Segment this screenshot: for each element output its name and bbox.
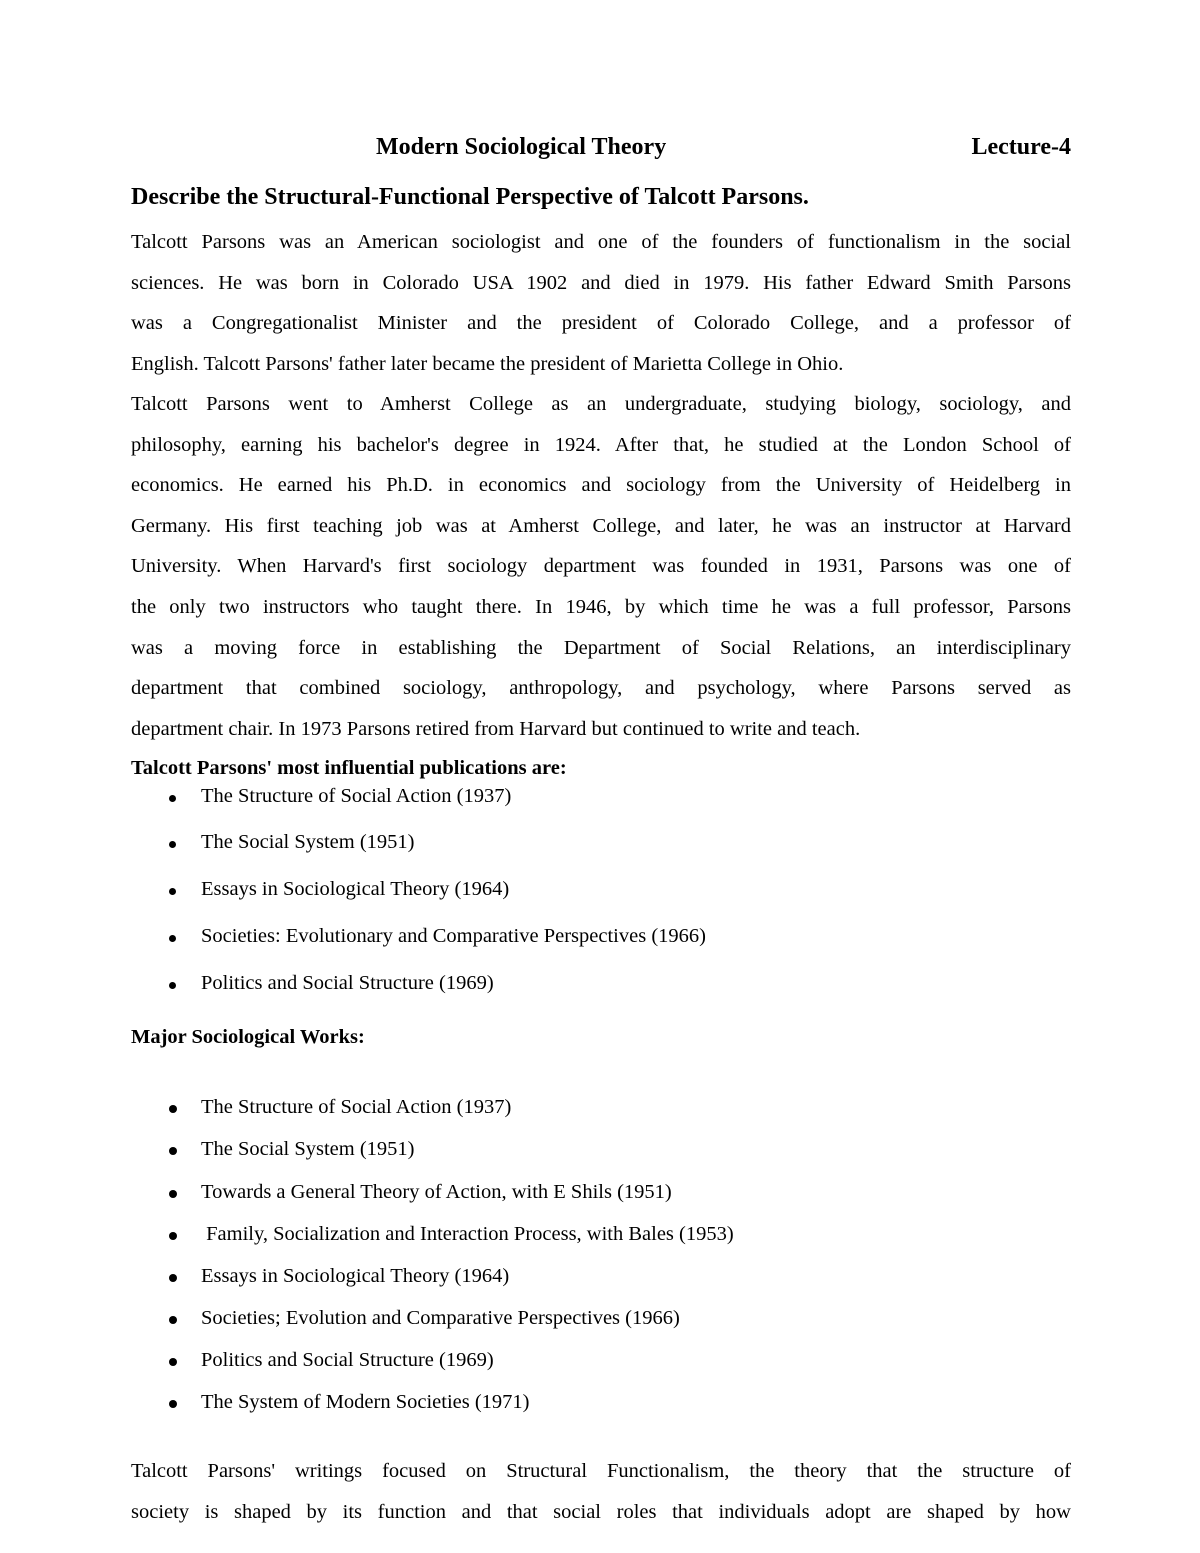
paragraph-line: Talcott Parsons' writings focused on Structural Functionalism, the theory that the structure of (131, 1460, 1071, 1482)
bullet-icon (169, 1316, 177, 1324)
bullet-icon (169, 888, 176, 895)
bullet-icon (169, 1105, 177, 1113)
bullet-icon (169, 1190, 177, 1198)
paragraph-line: sciences. He was born in Colorado USA 1902 and died in 1979. His father Edward Smith Parsons (131, 271, 1071, 294)
paragraph-line: English. Talcott Parsons' father later became the president of Marietta College in Ohio. (131, 352, 844, 375)
course-title: Modern Sociological Theory (376, 134, 667, 160)
bullet-icon (169, 1358, 177, 1366)
paragraph-line: Talcott Parsons went to Amherst College as an undergraduate, studying biology, sociology, and (131, 393, 1071, 415)
page-header (131, 134, 1071, 168)
influential-publications-heading: Talcott Parsons' most influential publications are: (131, 757, 567, 779)
paragraph-line: Talcott Parsons was an American sociologist and one of the founders of functionalism in the social (131, 231, 1071, 253)
paragraph-line: economics. He earned his Ph.D. in economics and sociology from the University of Heidelberg in (131, 474, 1071, 497)
bullet-icon (169, 935, 176, 942)
paragraph-line: department that combined sociology, anthropology, and psychology, where Parsons served as (131, 677, 1071, 700)
paragraph-line: was a moving force in establishing the Department of Social Relations, an interdisciplinary (131, 636, 1071, 659)
education-career-paragraph (131, 384, 1071, 749)
paragraph-line: University. When Harvard's first sociology department was founded in 1931, Parsons was one of (131, 555, 1071, 578)
bullet-icon (169, 1232, 177, 1240)
structural-functionalism-paragraph (131, 1451, 1071, 1532)
document-page: Modern Sociological Theory Lecture-4 Describe the Structural-Functional Perspective of Talcott Parsons. Talcott Parsons was an American sociologist and one of the founders of functionalism in the social sciences. He was born in Colorado USA 1902 and died in 1979. His father Edward Smith Parsons was a Congregationalist Minister and the president of Colorado College, and a professor of English. Talcott Parsons' father later became the president of Marietta College in Ohio. Talcott Parsons went to Amherst College as an undergraduate, studying biology, sociology, and philosophy, earning his bachelor's degree in 1924. After that, he studied at the London School of economics. He earned his Ph.D. in economics and sociology from the University of Heidelberg in Germany. His first teaching job was at Amherst College, and later, he was an instructor at Harvard University. When Harvard's first sociology department was founded in 1931, Parsons was one of the only two instructors who taught there. In 1946, by which time he was a full professor, Parsons was a moving force in establishing the Department of Social Relations, an interdisciplinary department that combined sociology, anthropology, and psychology, where Parsons served as department chair. In 1973 Parsons retired from Harvard but continued to write and teach. Talcott Parsons' most influential publications are: The Structure of Social Action (1937) The Social System (1951) Essays in Sociological Theory (1964) Societies: Evolutionary and Comparative Perspectives (1966) Politics and Social Structure (1969) Major Sociological Works: The Structure of Social Action (1937) The Social System (1951) Towards a General Theory of Action, with E Shils (1951) Family, Socialization and Interaction Process, with Bales (1953) Essays in Sociological Theory (1964) Societies; Evolution and Comparative Perspectives (1966) Politics and Social Structure (1969) The System of Modern Societies (1971) Talcott Parsons' writings focused on Structural Functionalism, the theory that the structure of society is shaped by its function and that social roles that individuals adopt are shaped by how (0, 0, 1200, 1553)
bullet-icon (169, 1147, 177, 1155)
paragraph-line: Germany. His first teaching job was at Amherst College, and later, he was an instructor at Harvard (131, 514, 1071, 537)
bullet-icon (169, 1400, 177, 1408)
paragraph-line: was a Congregationalist Minister and the president of Colorado College, and a professor of (131, 312, 1071, 335)
question-heading: Describe the Structural-Functional Perspective of Talcott Parsons. (131, 184, 809, 210)
paragraph-line: philosophy, earning his bachelor's degree in 1924. After that, he studied at the London School of (131, 433, 1071, 456)
paragraph-line: the only two instructors who taught there. In 1946, by which time he was a full professor, Parsons (131, 595, 1071, 618)
lecture-label: Lecture-4 (971, 134, 1071, 160)
biography-paragraph (131, 222, 1071, 384)
paragraph-line: society is shaped by its function and that social roles that individuals adopt are shaped by how (131, 1500, 1071, 1523)
bullet-icon (169, 841, 176, 848)
major-works-heading: Major Sociological Works: (131, 1026, 365, 1048)
bullet-icon (169, 795, 176, 802)
paragraph-line: department chair. In 1973 Parsons retired from Harvard but continued to write and teach. (131, 717, 861, 740)
bullet-icon (169, 982, 176, 989)
bullet-icon (169, 1274, 177, 1282)
